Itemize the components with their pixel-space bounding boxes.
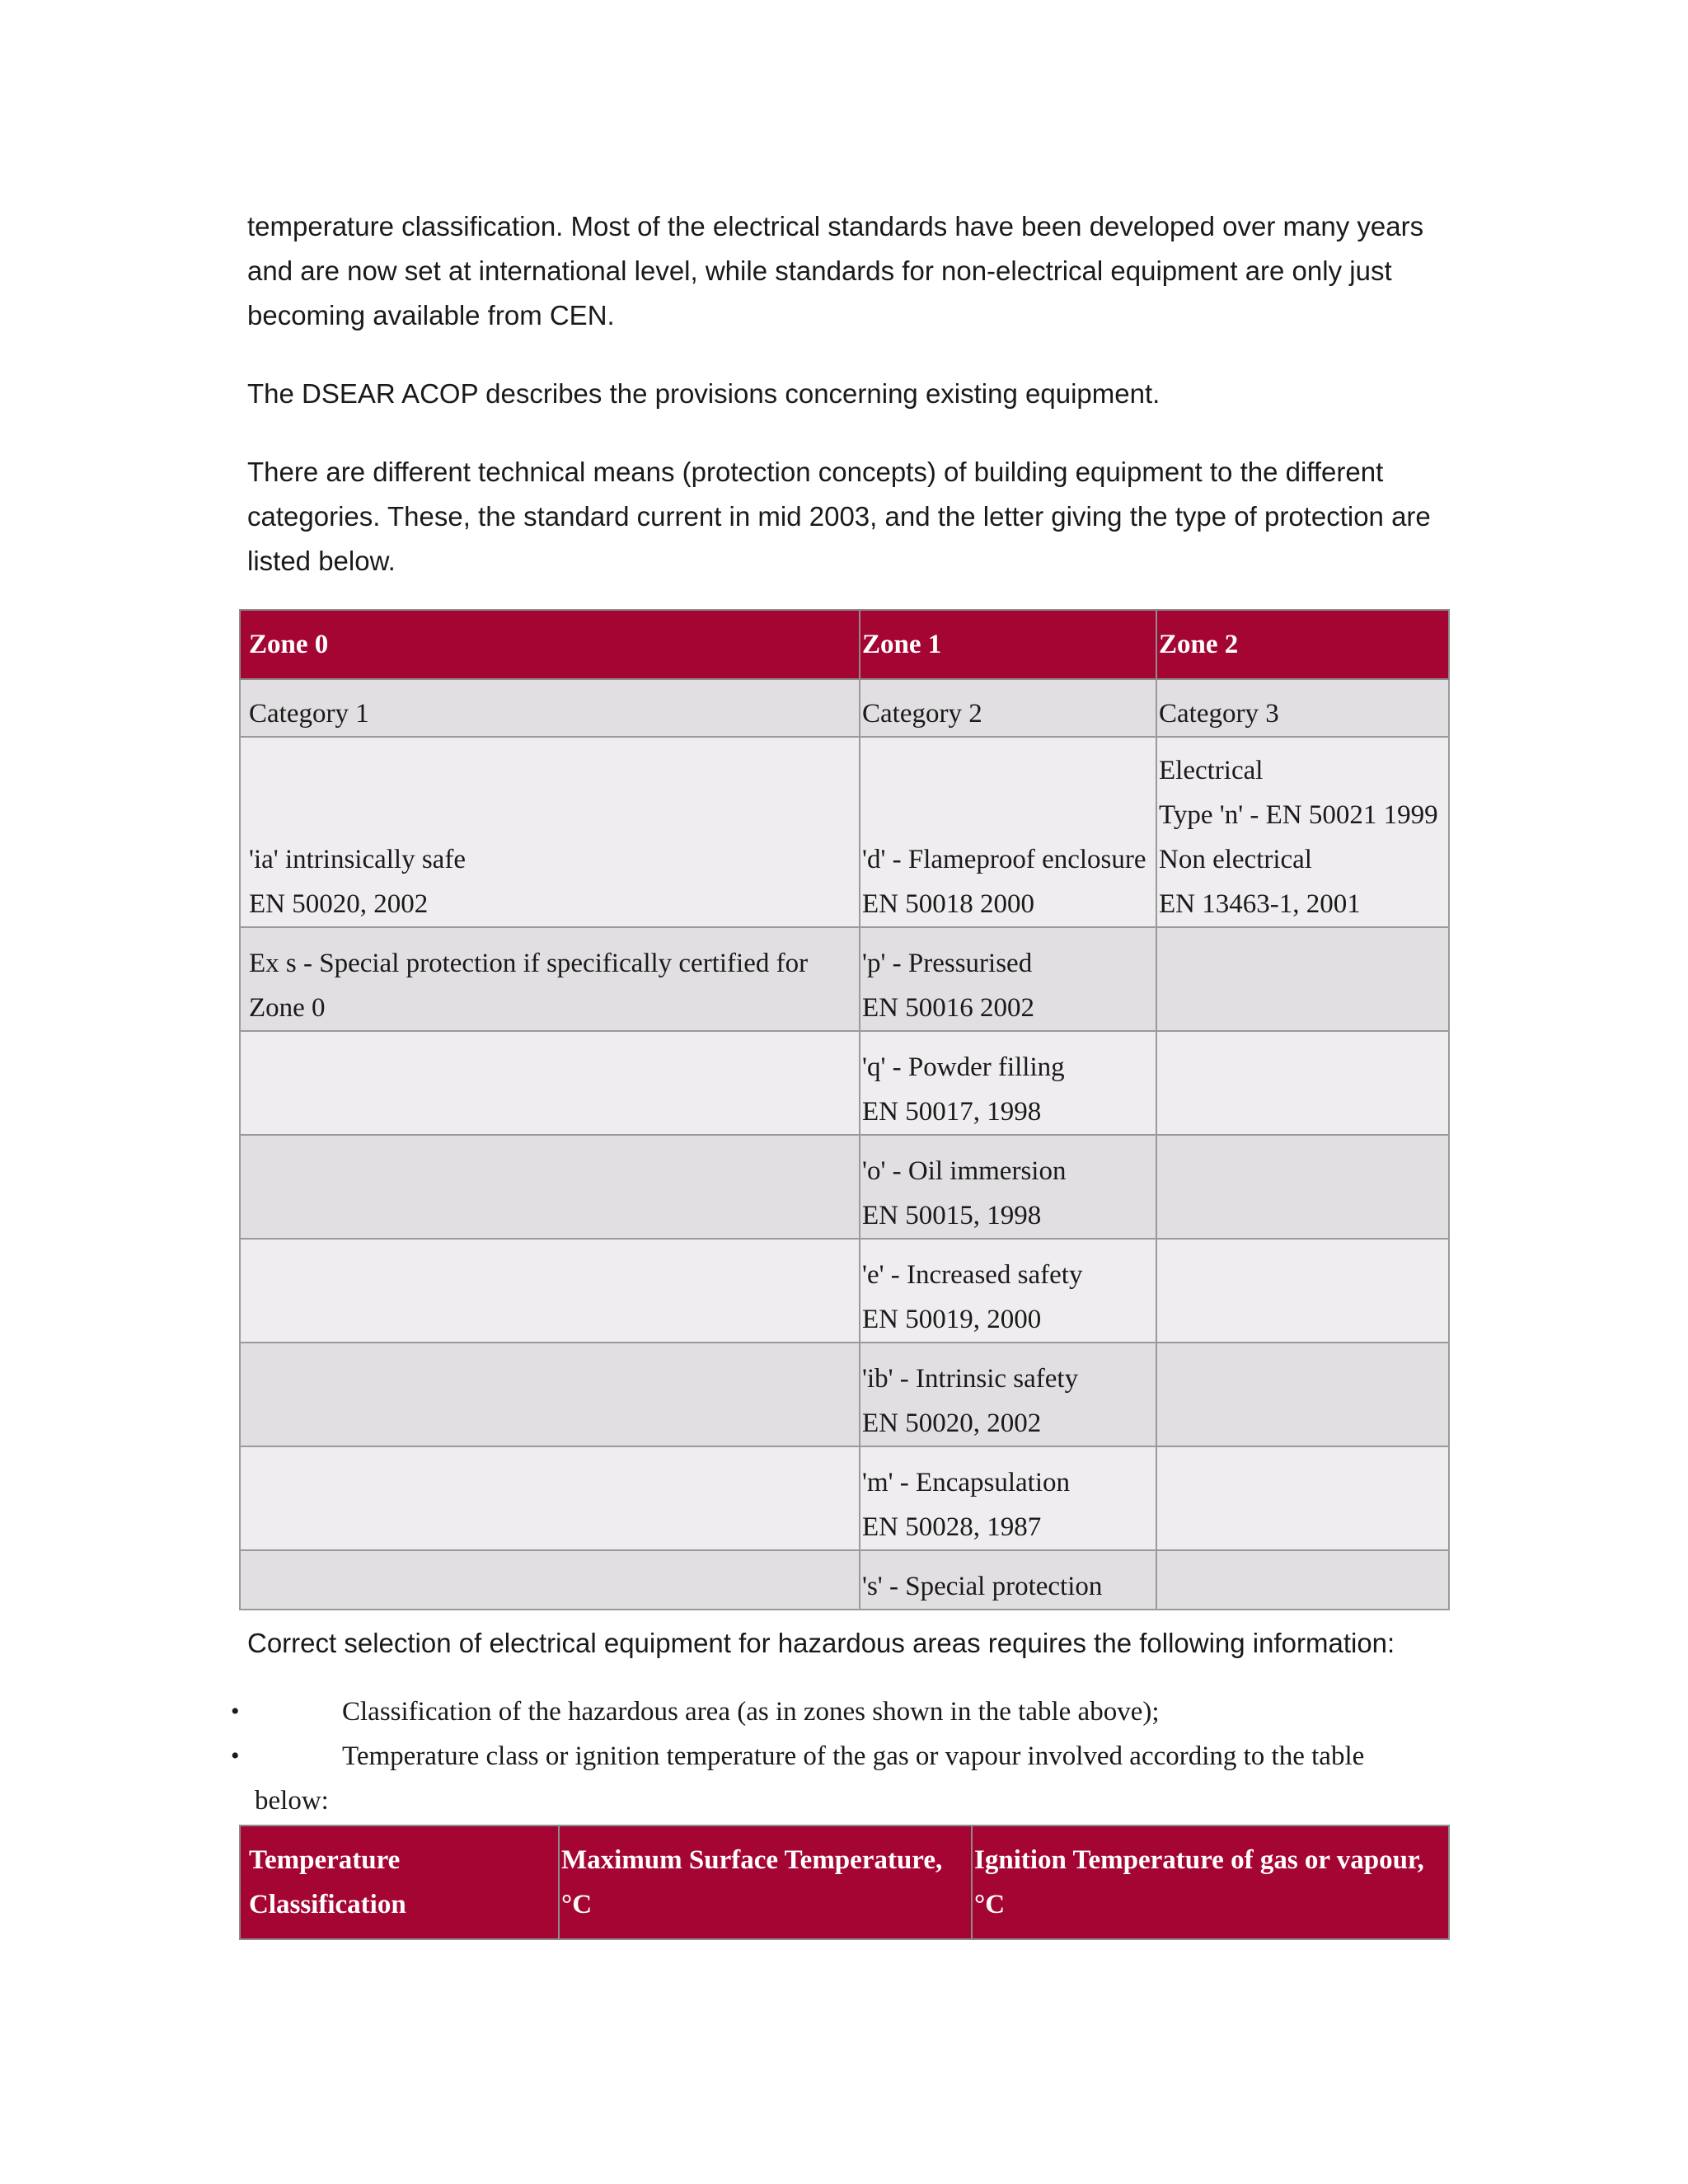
- header-line: °C: [974, 1890, 1006, 1919]
- temperature-classification-header: [240, 1825, 559, 1939]
- zone-0-cell: [240, 1135, 860, 1239]
- cell-line: Electrical: [1159, 756, 1264, 785]
- zone-1-header: Zone 1: [860, 610, 1156, 679]
- cell-line: Ex s - Special protection if specifically certified for: [249, 949, 809, 978]
- table-row: [240, 1135, 1449, 1239]
- zone-2-cell: [1156, 1135, 1449, 1239]
- cell-line: EN 50017, 1998: [862, 1097, 1042, 1127]
- cell-line: 'ia' intrinsically safe: [249, 845, 466, 874]
- header-line: °C: [561, 1890, 593, 1919]
- cell-line: 'm' - Encapsulation: [862, 1468, 1070, 1497]
- header-line: Maximum Surface Temperature,: [561, 1845, 943, 1875]
- cell-line: EN 50020, 2002: [249, 889, 429, 919]
- header-line: Temperature: [249, 1845, 401, 1875]
- cell-line: Type 'n' - EN 50021 1999: [1159, 800, 1438, 830]
- zone-2-cell: [1156, 1031, 1449, 1135]
- category-2-cell: Category 2: [860, 679, 1156, 737]
- zone-table-header-row: [240, 610, 1449, 679]
- category-1-cell: Category 1: [240, 679, 860, 737]
- header-line: Ignition Temperature of gas or vapour,: [974, 1845, 1424, 1875]
- category-row: [240, 679, 1449, 737]
- paragraph-intro-tail: temperature classification. Most of the electrical standards have been developed over many years and are now set at international level, while standards for non-electrical equipment are only just becoming available from CEN.: [247, 211, 1424, 330]
- list-item-text: Temperature class or ignition temperature of the gas or vapour involved according to the table: [342, 1741, 1365, 1771]
- zone-2-cell: [1156, 1550, 1449, 1610]
- paragraph-selection: Correct selection of electrical equipment for hazardous areas requires the following information:: [247, 1628, 1395, 1658]
- zone-1-cell: [860, 737, 1156, 927]
- list-item: [223, 1690, 1459, 1734]
- bullet-icon: •: [231, 1742, 240, 1769]
- paragraph-protection-means: There are different technical means (protection concepts) of building equipment to the different categories. These, the standard current in mid 2003, and the letter giving the type of protection are listed below.: [247, 457, 1431, 576]
- cell-line: EN 50016 2002: [862, 993, 1034, 1023]
- zone-1-cell: [860, 1031, 1156, 1135]
- cell-line: 'o' - Oil immersion: [862, 1156, 1067, 1186]
- zone-1-cell: [860, 1135, 1156, 1239]
- cell-line: 'd' - Flameproof enclosure: [862, 845, 1146, 874]
- cell-line: EN 50019, 2000: [862, 1305, 1042, 1334]
- zone-0-cell: [240, 1550, 860, 1610]
- cell-line: Non electrical: [1159, 845, 1312, 874]
- table-row: [240, 1239, 1449, 1343]
- zone-0-header: Zone 0: [240, 610, 860, 679]
- ignition-temperature-header: [972, 1825, 1449, 1939]
- zone-2-cell: [1156, 927, 1449, 1031]
- zone-1-cell: [860, 1343, 1156, 1446]
- max-surface-temperature-header: [559, 1825, 972, 1939]
- cell-line: 'ib' - Intrinsic safety: [862, 1364, 1079, 1394]
- temperature-class-table: [239, 1825, 1450, 1940]
- header-line: Classification: [249, 1890, 406, 1919]
- table-row: [240, 1446, 1449, 1550]
- paragraph-acop: The DSEAR ACOP describes the provisions concerning existing equipment.: [247, 378, 1160, 409]
- zone-2-cell: [1156, 1446, 1449, 1550]
- cell-line: 'p' - Pressurised: [862, 949, 1033, 978]
- temp-table-header-row: [240, 1825, 1449, 1939]
- zone-0-cell: [240, 927, 860, 1031]
- cell-line: 'q' - Powder filling: [862, 1052, 1065, 1082]
- category-3-cell: Category 3: [1156, 679, 1449, 737]
- zone-0-cell: [240, 737, 860, 927]
- zone-0-cell: [240, 1031, 860, 1135]
- zone-2-header: Zone 2: [1156, 610, 1449, 679]
- zone-2-cell: [1156, 737, 1449, 927]
- cell-line: EN 50018 2000: [862, 889, 1034, 919]
- table-row: [240, 1343, 1449, 1446]
- cell-line: EN 50015, 1998: [862, 1201, 1042, 1230]
- requirements-list: [223, 1690, 1459, 1823]
- zone-1-cell: [860, 927, 1156, 1031]
- zone-1-cell: [860, 1239, 1156, 1343]
- list-item-text: Classification of the hazardous area (as in zones shown in the table above);: [342, 1697, 1160, 1727]
- zone-2-cell: [1156, 1239, 1449, 1343]
- cell-line: Zone 0: [249, 993, 326, 1023]
- cell-line: EN 13463-1, 2001: [1159, 889, 1361, 919]
- list-item: [223, 1734, 1459, 1823]
- table-row: [240, 737, 1449, 927]
- cell-line: EN 50028, 1987: [862, 1512, 1042, 1542]
- zone-2-cell: [1156, 1343, 1449, 1446]
- zone-1-cell: [860, 1550, 1156, 1610]
- zone-0-cell: [240, 1239, 860, 1343]
- bullet-icon: •: [231, 1698, 240, 1725]
- table-row: [240, 927, 1449, 1031]
- zone-protection-table: [239, 609, 1450, 1610]
- cell-line: 's' - Special protection: [862, 1572, 1103, 1601]
- cell-line: EN 50020, 2002: [862, 1408, 1042, 1438]
- zone-0-cell: [240, 1446, 860, 1550]
- zone-0-cell: [240, 1343, 860, 1446]
- table-row: [240, 1550, 1449, 1610]
- table-row: [240, 1031, 1449, 1135]
- zone-1-cell: [860, 1446, 1156, 1550]
- list-item-text-continued: below:: [255, 1786, 329, 1816]
- cell-line: 'e' - Increased safety: [862, 1260, 1083, 1290]
